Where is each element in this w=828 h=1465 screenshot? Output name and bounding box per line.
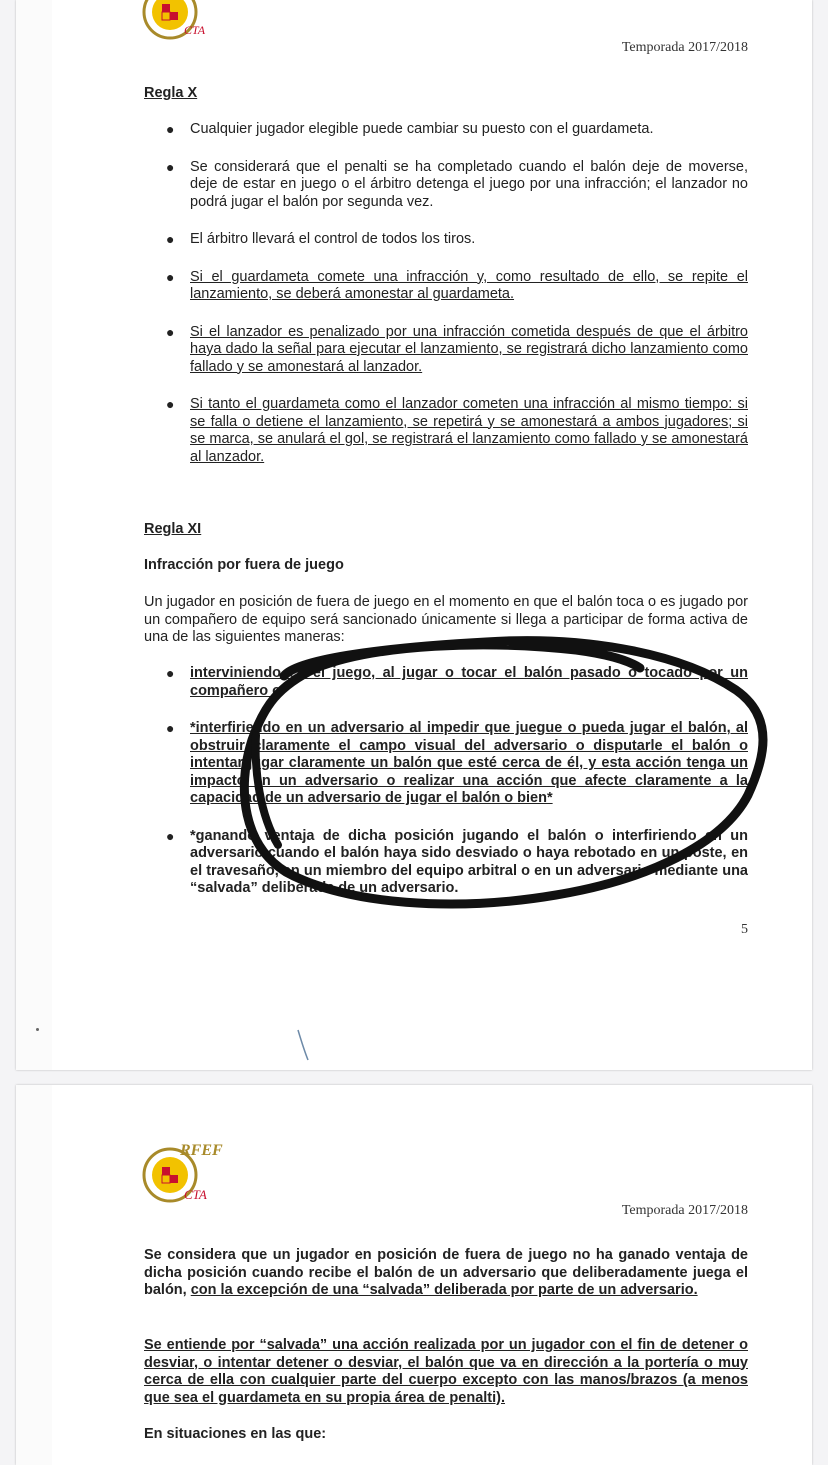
list-item: ● Cualquier jugador elegible puede cambiar su puesto con el guardameta. — [166, 121, 654, 137]
list-item: ● interviniendo en el juego, al jugar o tocar el balón pasado o tocado por un compañero o — [166, 665, 748, 699]
page-margin — [16, 0, 52, 1070]
offside-section-title: Infracción por fuera de juego — [144, 557, 344, 573]
rule-x-list — [144, 121, 748, 466]
bullet-icon: ● — [166, 323, 175, 340]
scan-speck — [36, 1028, 39, 1031]
list-item: ● El árbitro llevará el control de todos los tiros. — [166, 231, 476, 247]
logo-cta-text: CTA — [184, 23, 206, 37]
federation-logo — [140, 1137, 223, 1209]
list-item: ● Si el lanzador es penalizado por una infracción cometida después de que el árbitro haya dado la señal para ejecutar el lanzamiento, se registrará dicho lanzamiento como fallado y se amonestará al lanzador. — [166, 323, 748, 375]
list-item: ● *interfiriendo en un adversario al impedir que juegue o pueda jugar el balón, al obstruir claramente el campo visual del adversario o disputarle el balón o intentar jugar claramente un balón que esté cerca de él, y esta acción tenga un impacto en un adversario o realizar una acción que afecte claramente a la capacidad de un adversario de jugar el balón o bien* — [166, 720, 748, 806]
season-label: Temporada 2017/2018 — [621, 1203, 748, 1218]
list-item: ● *ganando ventaja de dicha posición jugando el balón o interfiriendo en un adversario cuando el balón haya sido desviado o haya rebotado en un poste, en el travesaño, en un miembro del equipo arbitral o en un adversario mediante una “salvada” deliberada de un adversario. — [166, 827, 748, 896]
bullet-icon: ● — [166, 720, 175, 736]
federation-logo — [140, 0, 204, 42]
page-number: 5 — [741, 922, 748, 937]
logo-cta-text: CTA — [184, 1187, 207, 1202]
bullet-icon: ● — [166, 231, 175, 247]
list-item: ● Si el guardameta comete una infracción y, como resultado de ello, se repite el lanzamiento, se deberá amonestar al guardameta. — [166, 268, 748, 302]
rule-xi-list — [144, 665, 748, 898]
document-page-1 — [16, 0, 812, 1070]
situations-heading: En situaciones en las que: — [144, 1426, 327, 1442]
document-page-2 — [16, 1085, 812, 1465]
rule-xi-heading: Regla XI — [144, 521, 202, 537]
bullet-icon: ● — [166, 268, 175, 285]
list-item: ● Si tanto el guardameta como el lanzador cometen una infracción al mismo tiempo: si se falla o detiene el lanzamiento, se repetirá y se amonestará a ambos jugadores; si se marca, se anulará el gol, se registrará el lanzamiento como fallado y se amonestará al lanzador. — [166, 396, 748, 465]
advantage-paragraph: Se considera que un jugador en posición de fuera de juego no ha ganado ventaja de dicha posición cuando recibe el balón de un adversario que deliberadamente juega el balón, con la excepción de una “salvada” deliberada por parte de un adversario. — [144, 1247, 748, 1298]
save-definition-paragraph: Se entiende por “salvada” una acción realizada por un jugador con el fin de detener o desviar, o intentar detener o desviar, el balón que va en dirección a la portería o muy cerca de ella con cualquier parte del cuerpo excepto con las manos/brazos (a menos que sea el guardameta en su propia área de penalti). — [144, 1337, 748, 1406]
bullet-icon: ● — [166, 827, 175, 844]
bullet-icon: ● — [166, 158, 175, 175]
bullet-icon: ● — [166, 121, 175, 137]
logo-rfef-text: RFEF — [180, 1142, 223, 1159]
offside-intro-paragraph: Un jugador en posición de fuera de juego en el momento en que el balón toca o es jugado por un compañero de equipo será sancionado únicamente si llega a participar de forma activa de una de las siguientes maneras: — [144, 594, 748, 645]
rule-x-heading: Regla X — [144, 85, 198, 101]
bullet-icon: ● — [166, 665, 175, 681]
list-item: ● Se considerará que el penalti se ha completado cuando el balón deje de moverse, deje de estar en juego o el árbitro detenga el juego por una infracción; el lanzador no podrá jugar el balón por segunda vez. — [166, 158, 748, 210]
bullet-icon: ● — [166, 396, 175, 412]
page-margin — [16, 1085, 52, 1465]
season-label: Temporada 2017/2018 — [621, 40, 748, 55]
